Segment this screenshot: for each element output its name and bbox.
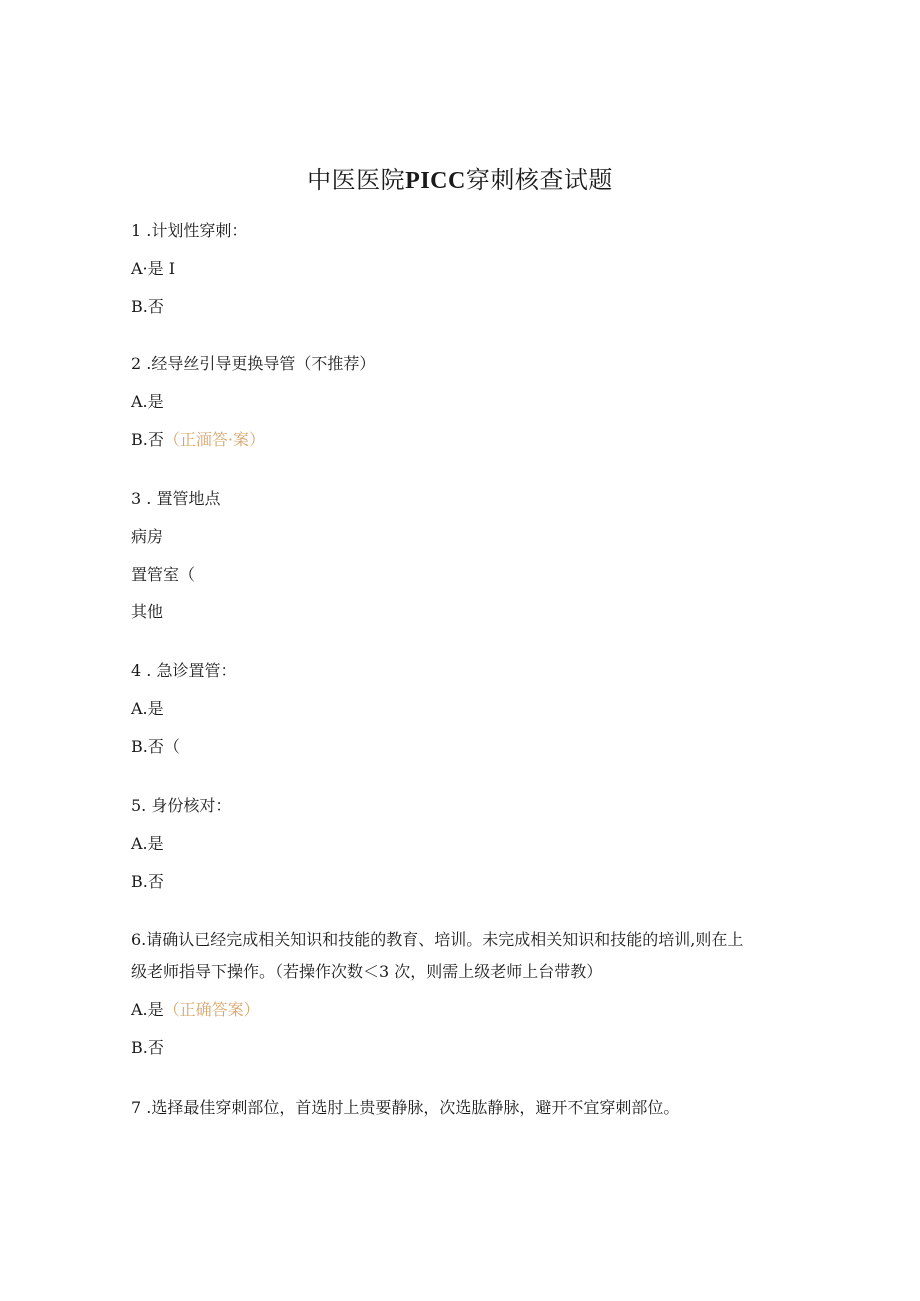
q6-stem-line2: 级老师指导下操作。（若操作次数＜3 次，则需上级老师上台带教） — [131, 962, 603, 981]
q4-option-b: B.否（ — [131, 737, 180, 756]
q3-option-1: 病房 — [131, 527, 164, 546]
q1-stem: 1 .计划性穿刺： — [131, 221, 248, 240]
q6-option-a: A.是 — [131, 1000, 164, 1019]
title-prefix: 中医医院 — [307, 166, 406, 194]
q3-option-2: 置管室（ — [131, 565, 196, 584]
document-title — [0, 160, 920, 195]
q7-stem: 7 .选择最佳穿刺部位，首选肘上贵要静脉，次选肱静脉，避开不宜穿刺部位。 — [131, 1098, 680, 1117]
q2-answer-note: （正湎答·案） — [163, 430, 265, 449]
q6-stem-line1: 6.请确认已经完成相关知识和技能的教育、培训。未完成相关知识和技能的培训,则在上 — [131, 930, 744, 949]
q6-answer-note: （正确答案） — [163, 1000, 260, 1019]
q4-option-a: A.是 — [131, 699, 164, 718]
q2-stem: 2 .经导丝引导更换导管（不推荐） — [131, 354, 376, 373]
q5-option-a: A.是 — [131, 834, 164, 853]
q3-option-3: 其他 — [131, 602, 164, 621]
q5-option-b: B.否 — [131, 872, 164, 891]
q1-option-a: A·是 I — [131, 259, 176, 278]
q2-option-a: A.是 — [131, 392, 164, 411]
q2-option-b: B.否 — [131, 430, 164, 449]
q4-stem: 4 . 急诊置管： — [131, 661, 237, 680]
title-suffix: 穿刺核查试题 — [465, 166, 613, 194]
q6-option-b: B.否 — [131, 1038, 164, 1057]
q5-stem: 5. 身份核对： — [131, 796, 232, 815]
q6-option-a-row — [131, 1000, 260, 1020]
title-latin: PICC — [405, 168, 466, 194]
q3-stem: 3 . 置管地点 — [131, 489, 221, 508]
q1-option-b: B.否 — [131, 297, 164, 316]
q2-option-b-row — [131, 430, 265, 450]
